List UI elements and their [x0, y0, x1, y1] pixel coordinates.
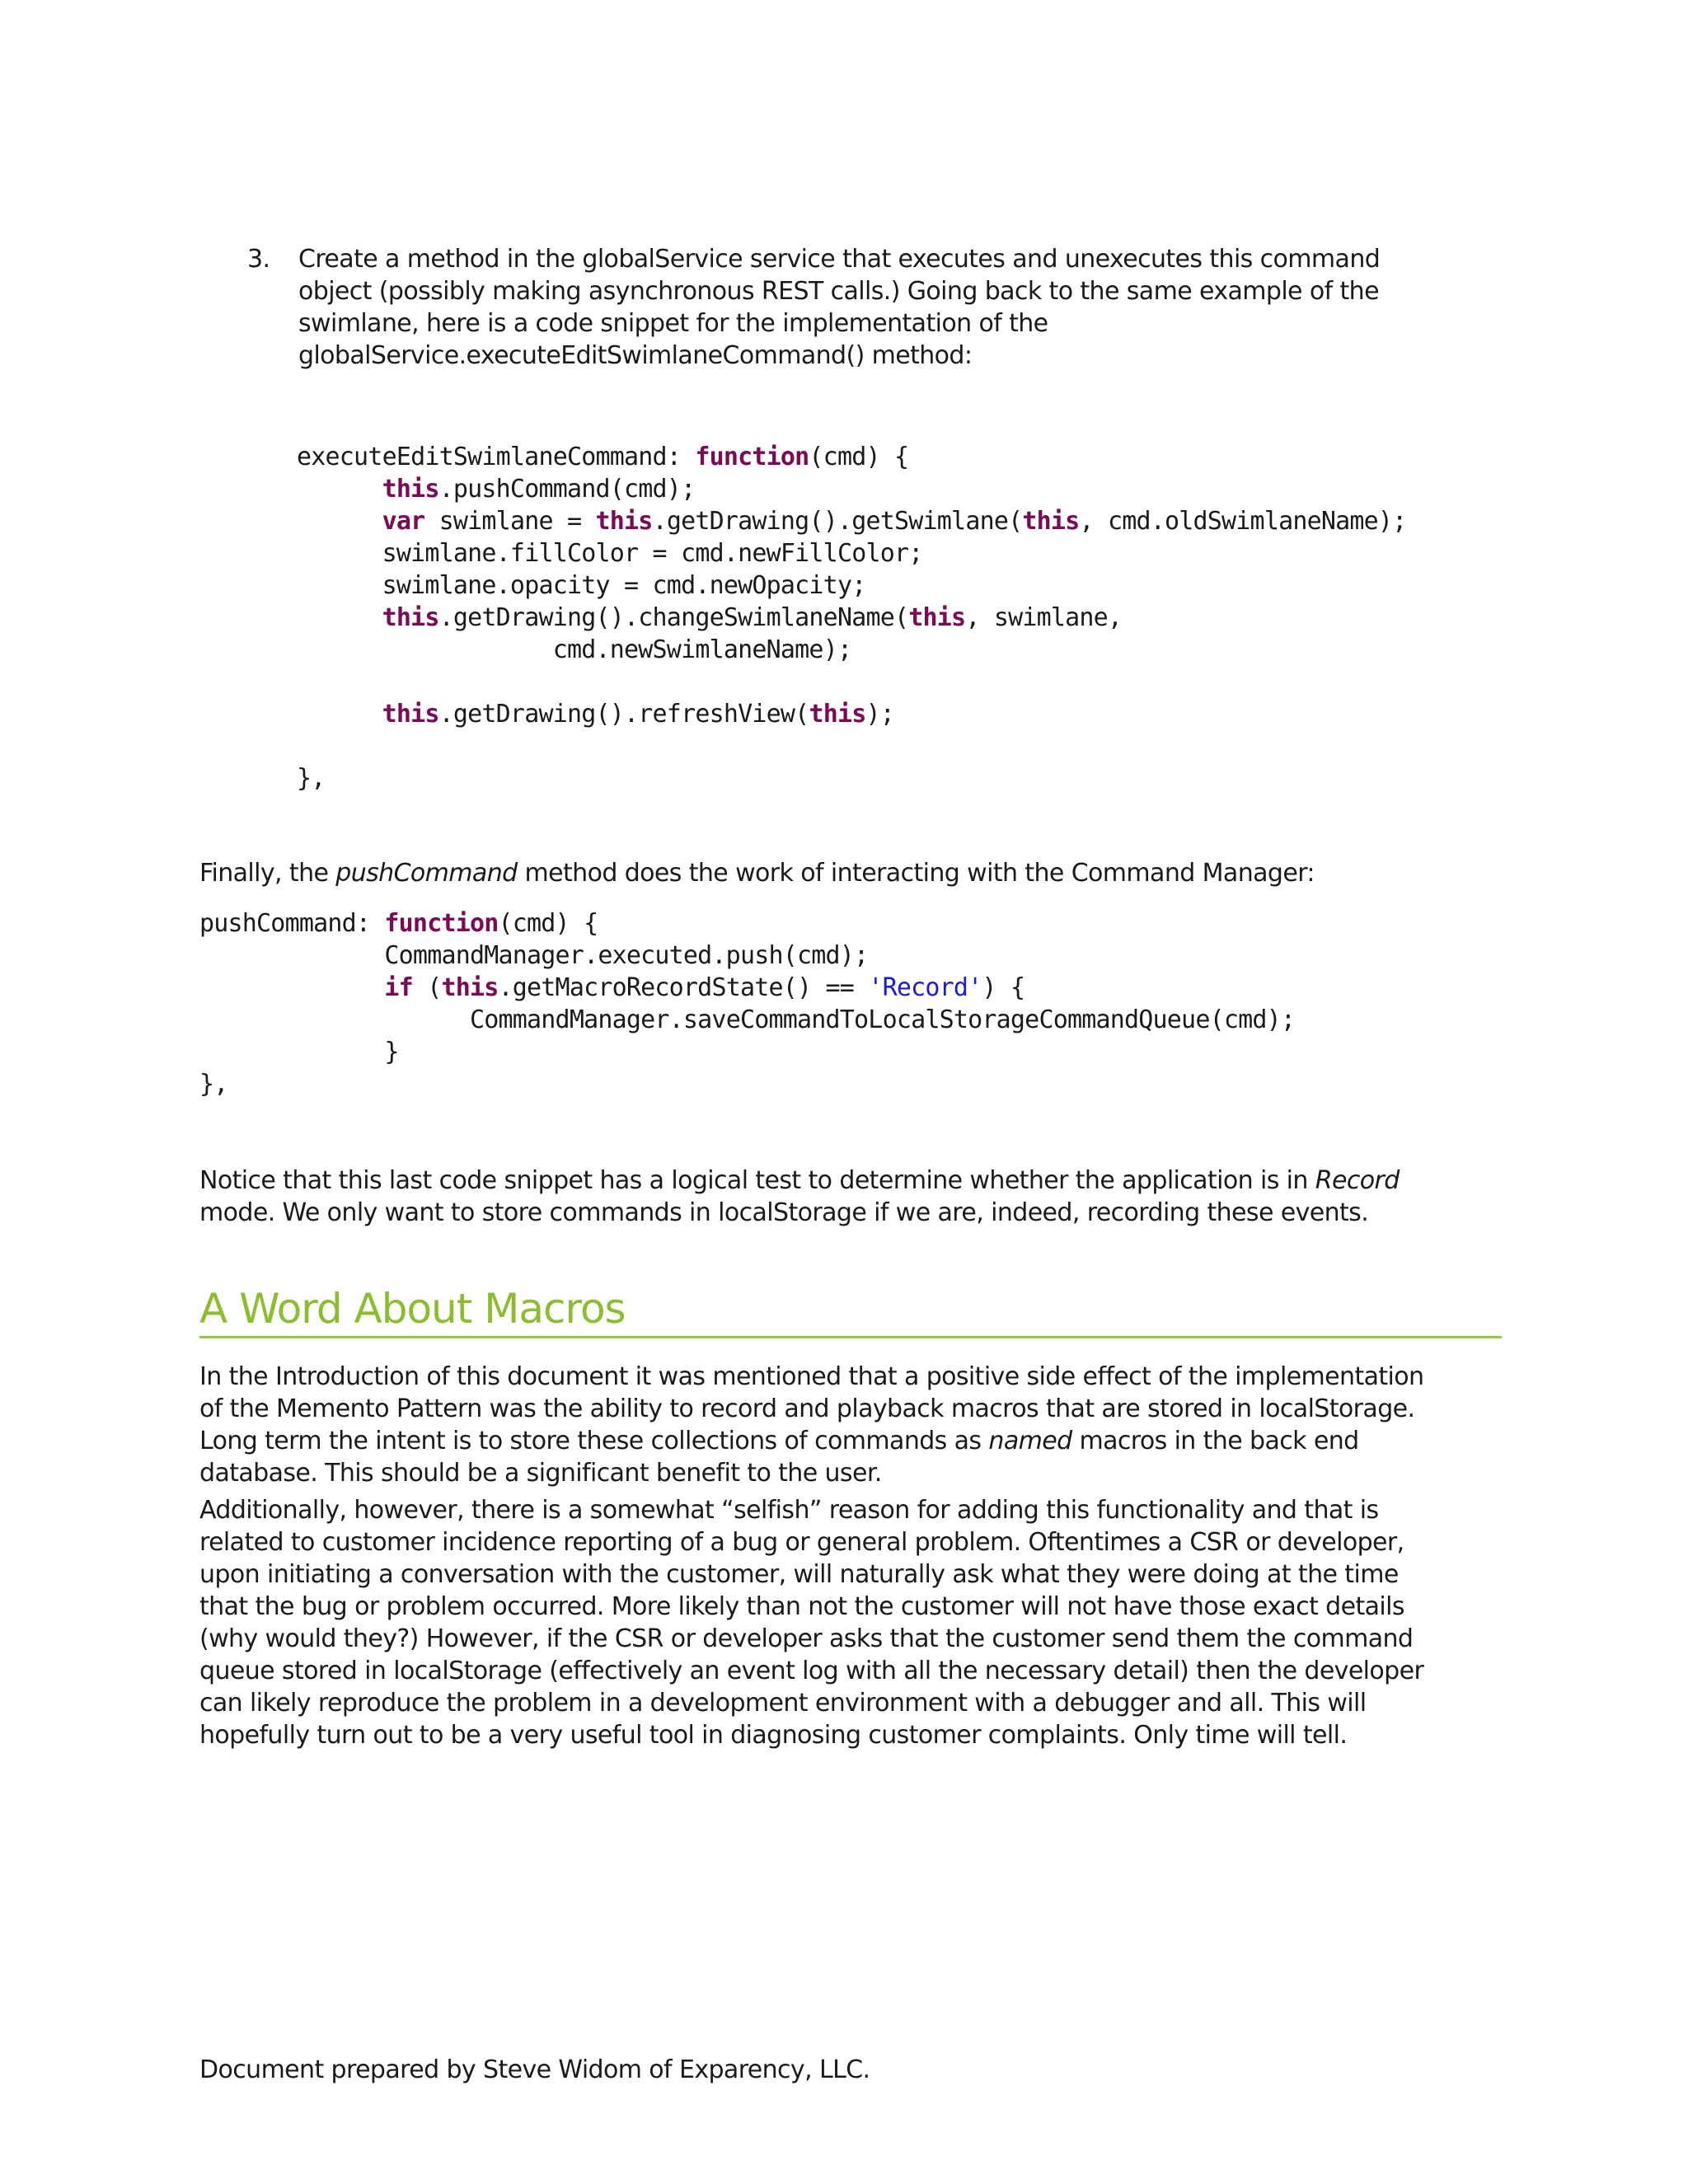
code-text: }, [199, 1070, 228, 1099]
paragraph-line: hopefully turn out to be a very useful tool in diagnosing customer complaints. Only time will tell. [199, 1721, 1348, 1750]
code-keyword: this [382, 700, 439, 729]
code-text: executeEditSwimlaneCommand: [297, 443, 696, 471]
code-text: , cmd.oldSwimlaneName); [1079, 507, 1407, 536]
paragraph-text: macros in the back end [1071, 1427, 1359, 1455]
paragraph-text: Notice that this last code snippet has a logical test to determine whether the application is in [199, 1166, 1315, 1195]
paragraph-additionally [199, 1494, 1502, 1751]
list-number: 3. [247, 245, 270, 274]
paragraph-line: (why would they?) However, if the CSR or developer asks that the customer send them the command [199, 1624, 1414, 1653]
emphasis-text: named [988, 1427, 1072, 1455]
code-text: pushCommand: [199, 909, 385, 938]
code-text: (cmd) { [809, 443, 909, 471]
code-keyword: this [595, 507, 653, 536]
code-keyword: this [908, 603, 966, 632]
list-line: Create a method in the globalService service that executes and unexecutes this command [298, 245, 1381, 274]
paragraph-line: related to customer incidence reporting of a bug or general problem. Oftentimes a CSR or developer, [199, 1528, 1404, 1557]
paragraph-line: Additionally, however, there is a somewhat “selfish” reason for adding this functionality and that is [199, 1496, 1379, 1525]
code-keyword: this [382, 475, 439, 504]
code-keyword: if [384, 973, 413, 1002]
paragraph-line: mode. We only want to store commands in localStorage if we are, indeed, recording these events. [199, 1198, 1369, 1227]
code-text: ( [412, 973, 442, 1002]
paragraph-text: method does the work of interacting with the Command Manager: [517, 859, 1315, 888]
code-text: CommandManager.saveCommandToLocalStorageCommandQueue(cmd); [469, 1005, 1296, 1034]
code-text: .pushCommand(cmd); [438, 475, 696, 504]
code-text: .getDrawing().changeSwimlaneName( [438, 603, 909, 632]
paragraph-line: can likely reproduce the problem in a development environment with a debugger and all. This will [199, 1689, 1367, 1718]
list-line: swimlane, here is a code snippet for the implementation of the [298, 309, 1048, 338]
code-keyword: function [695, 443, 809, 471]
code-text: , swimlane, [965, 603, 1123, 632]
list-line: globalService.executeEditSwimlaneCommand() method: [298, 341, 973, 370]
emphasis-text: Record [1315, 1166, 1400, 1195]
code-string: 'Record' [868, 973, 982, 1002]
code-snippet-push-command [199, 907, 1295, 1100]
code-text: ) { [982, 973, 1025, 1002]
code-text: } [384, 1038, 399, 1066]
code-text: swimlane.fillColor = cmd.newFillColor; [382, 539, 923, 568]
paragraph-line: database. This should be a significant benefit to the user. [199, 1459, 882, 1488]
page-footer: Document prepared by Steve Widom of Exparency, LLC. [199, 2055, 870, 2084]
code-keyword: var [382, 507, 425, 536]
section-heading: A Word About Macros [199, 1283, 1502, 1338]
code-text: .getDrawing().refreshView( [438, 700, 809, 729]
paragraph-line: of the Memento Pattern was the ability to record and playback macros that are stored in localStorage. [199, 1394, 1415, 1423]
code-text: swimlane = [424, 507, 596, 536]
list-item-text [298, 243, 1451, 372]
code-snippet-execute-edit-swimlane [297, 441, 1406, 794]
code-text: ); [865, 700, 895, 729]
emphasis-text: pushCommand [335, 859, 518, 888]
paragraph-line: that the bug or problem occurred. More likely than not the customer will not have those exact details [199, 1592, 1404, 1621]
paragraph-line: upon initiating a conversation with the customer, will naturally ask what they were doing at the time [199, 1560, 1399, 1589]
paragraph-notice [199, 1165, 1502, 1229]
list-line: object (possibly making asynchronous REST calls.) Going back to the same example of the [298, 277, 1379, 306]
paragraph-text: Long term the intent is to store these collections of commands as [199, 1427, 989, 1455]
code-keyword: this [382, 603, 439, 632]
paragraph-line [199, 1425, 1502, 1457]
paragraph-line: In the Introduction of this document it was mentioned that a positive side effect of the implementation [199, 1362, 1424, 1391]
code-text: CommandManager.executed.push(cmd); [384, 941, 869, 970]
code-text: swimlane.opacity = cmd.newOpacity; [382, 571, 866, 600]
paragraph-line [199, 1165, 1502, 1197]
list-item-3 [247, 243, 1451, 372]
code-keyword: this [441, 973, 499, 1002]
code-keyword: this [809, 700, 866, 729]
paragraph-text: Finally, the [199, 859, 336, 888]
code-text: (cmd) { [498, 909, 598, 938]
paragraph-push-command [199, 857, 1502, 889]
code-keyword: function [384, 909, 499, 938]
paragraph-introduction [199, 1361, 1502, 1489]
code-text: .getMacroRecordState() == [498, 973, 869, 1002]
code-text: }, [297, 764, 326, 793]
paragraph-line: queue stored in localStorage (effectively an event log with all the necessary detail) then the developer [199, 1657, 1424, 1685]
code-text: .getDrawing().getSwimlane( [652, 507, 1023, 536]
code-keyword: this [1022, 507, 1080, 536]
code-text: cmd.newSwimlaneName); [552, 635, 852, 664]
